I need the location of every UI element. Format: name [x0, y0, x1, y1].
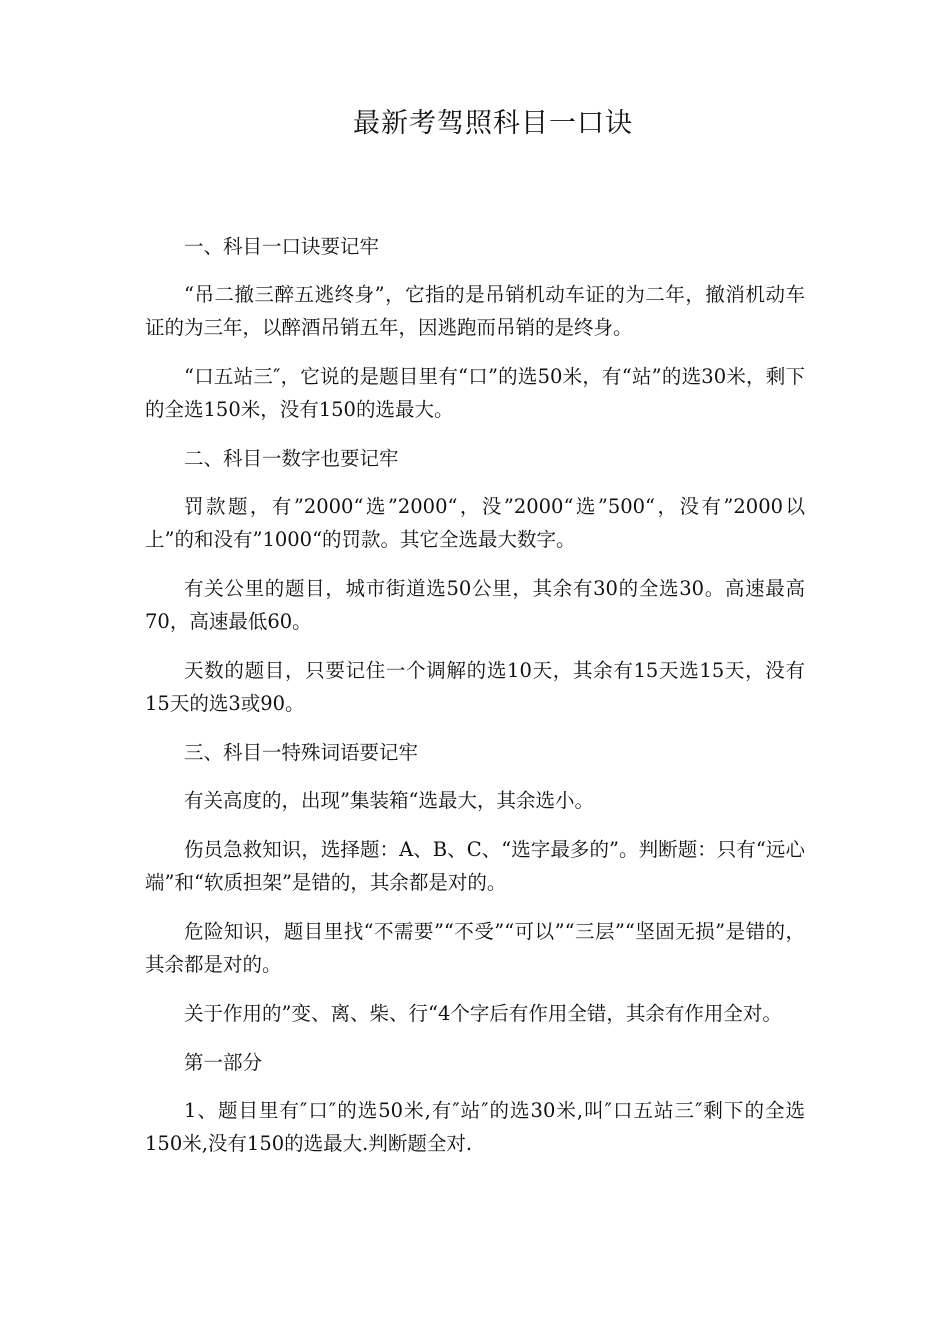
section-heading-3: 三、科目一特殊词语要记牢 [184, 741, 419, 764]
document-body [145, 230, 805, 1176]
paragraph: 伤员急救知识，选择题：A、B、C、“选字最多的”。判断题：只有“远心端”和“软质担架”是错的，其余都是对的。 [145, 838, 805, 894]
paragraph: 关于作用的”变、离、柴、行“4个字后有作用全错，其余有作用全对。 [184, 1002, 782, 1025]
paragraph: 危险知识，题目里找“不需要”“不受”“可以”“三层”“坚固无损”是错的，其余都是对的。 [145, 920, 805, 976]
section-heading-2: 二、科目一数字也要记牢 [184, 447, 399, 470]
paragraph: 天数的题目，只要记住一个调解的选10天，其余有15天选15天，没有15天的选3或90。 [145, 659, 805, 715]
paragraph: 有关高度的，出现”集装箱“选最大，其余选小。 [184, 789, 594, 812]
document-title: 最新考驾照科目一口诀 [353, 108, 633, 139]
paragraph: 1、题目里有″口″的选50米,有″站″的选30米,叫″口五站三″剩下的全选150米,没有150的选最大.判断题全对. [145, 1099, 805, 1155]
paragraph: “口五站三″，它说的是题目里有“口”的选50米，有“站”的选30米，剩下的全选150米，没有150的选最大。 [145, 365, 805, 421]
paragraph: “吊二撤三醉五逃终身”，它指的是吊销机动车证的为二年，撤消机动车证的为三年，以醉酒吊销五年，因逃跑而吊销的是终身。 [145, 283, 805, 339]
paragraph: 罚款题，有”2000“选”2000“，没”2000“选”500“，没有”2000以上”的和没有”1000“的罚款。其它全选最大数字。 [145, 495, 805, 551]
section-heading-1: 一、科目一口诀要记牢 [184, 235, 380, 258]
part-heading: 第一部分 [184, 1051, 263, 1074]
paragraph: 有关公里的题目，城市街道选50公里，其余有30的全选30。高速最高70，高速最低60。 [145, 577, 805, 633]
